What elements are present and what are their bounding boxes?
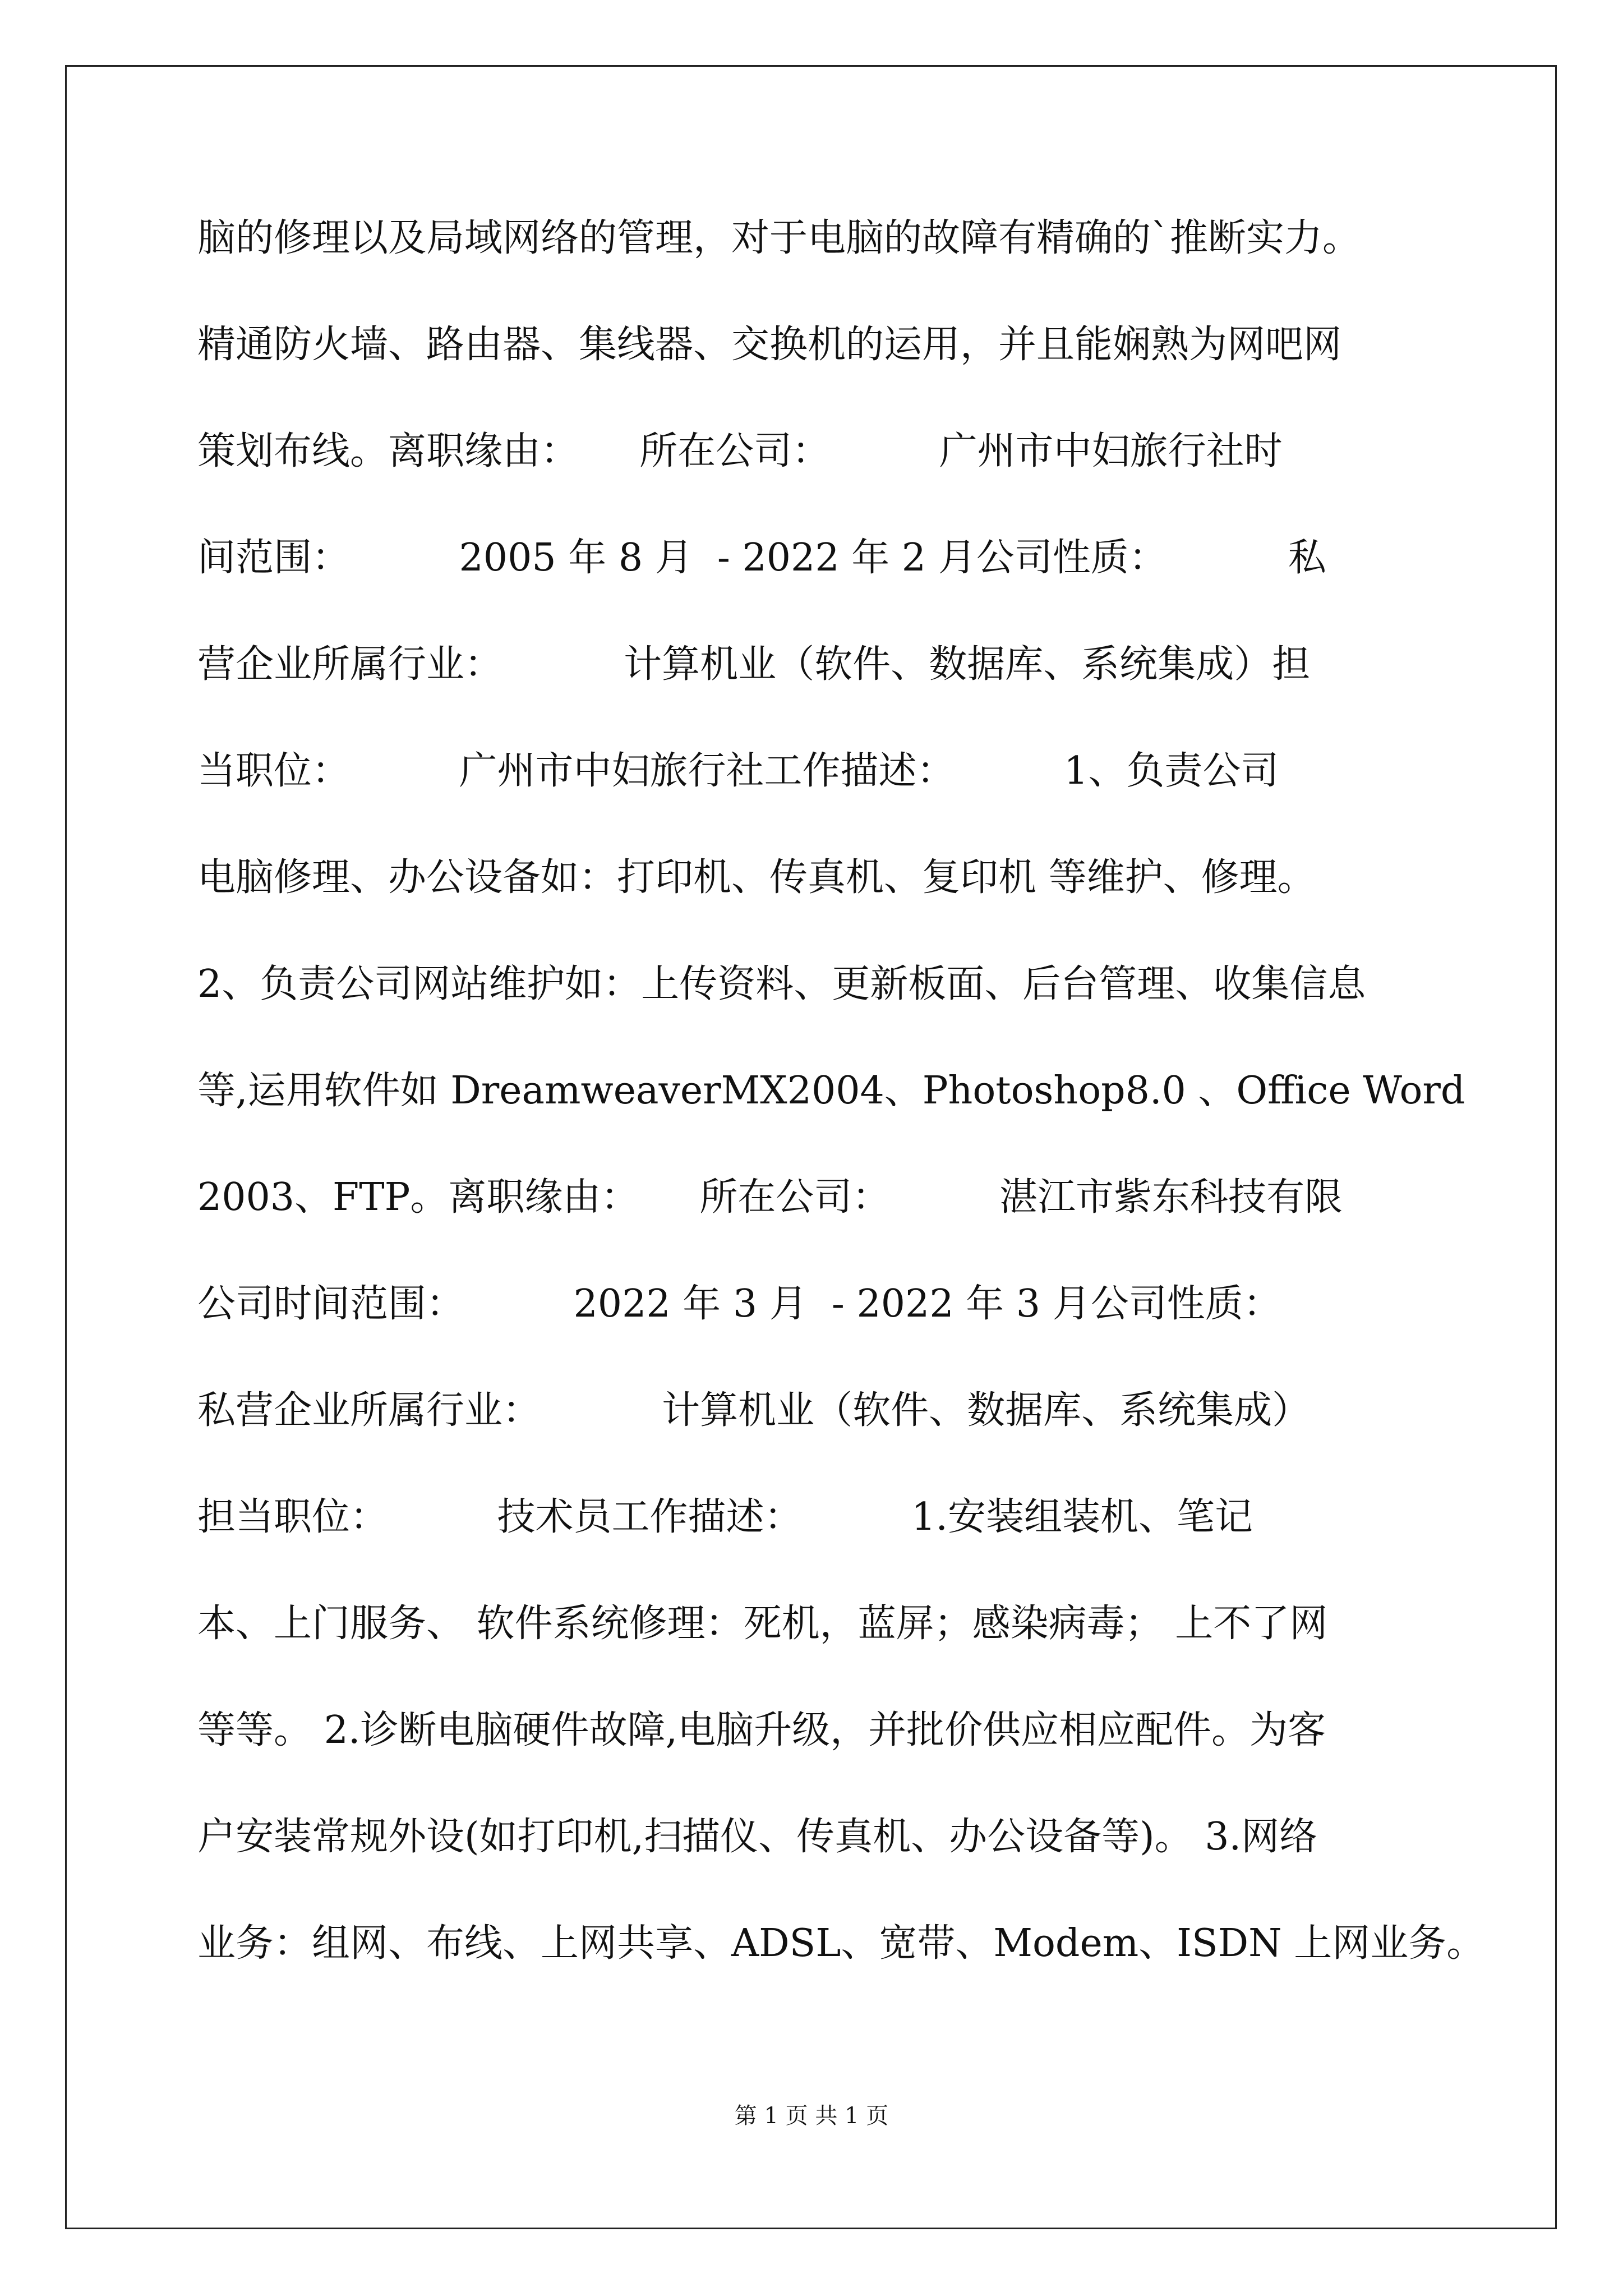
text-line-13: 担当职位： 技术员工作描述： 1.安装组装机、笔记	[197, 1495, 1253, 1539]
text-line-7: 电脑修理、办公设备如：打印机、传真机、复印机 等维护、修理。	[197, 855, 1316, 900]
text-line-12: 私营企业所属行业： 计算机业（软件、数据库、系统集成）	[197, 1388, 1311, 1433]
text-line-8: 2、负责公司网站维护如：上传资料、更新板面、后台管理、收集信息	[197, 962, 1366, 1006]
text-line-11: 公司时间范围： 2022 年 3 月 - 2022 年 3 月公司性质：	[197, 1282, 1281, 1326]
document-body	[197, 185, 1485, 1997]
text-line-3: 策划布线。离职缘由： 所在公司： 广州市中妇旅行社时	[197, 429, 1283, 473]
text-line-10: 2003、FTP。离职缘由： 所在公司： 湛江市紫东科技有限	[197, 1175, 1343, 1220]
page-number-footer: 第 1 页 共 1 页	[734, 2103, 889, 2129]
text-line-5: 营企业所属行业： 计算机业（软件、数据库、系统集成）担	[197, 642, 1311, 687]
text-line-4: 间范围： 2005 年 8 月 - 2022 年 2 月公司性质： 私	[197, 536, 1326, 580]
text-line-16: 户安装常规外设(如打印机,扫描仪、传真机、办公设备等)。 3.网络	[197, 1815, 1318, 1859]
text-line-9: 等,运用软件如 DreamweaverMX2004、Photoshop8.0 、Office Word	[197, 1069, 1465, 1113]
text-line-6: 当职位： 广州市中妇旅行社工作描述： 1、负责公司	[197, 749, 1279, 793]
text-line-17: 业务：组网、布线、上网共享、ADSL、宽带、Modem、ISDN 上网业务。	[197, 1921, 1485, 1966]
text-line-15: 等等。 2.诊断电脑硬件故障,电脑升级，并批价供应相应配件。为客	[197, 1708, 1326, 1752]
text-line-2: 精通防火墙、路由器、集线器、交换机的运用，并且能娴熟为网吧网	[197, 323, 1342, 367]
text-line-1: 脑的修理以及局域网络的管理，对于电脑的故障有精确的`推断实力。	[197, 216, 1361, 260]
text-line-14: 本、上门服务、 软件系统修理：死机，蓝屏；感染病毒； 上不了网	[197, 1602, 1328, 1646]
